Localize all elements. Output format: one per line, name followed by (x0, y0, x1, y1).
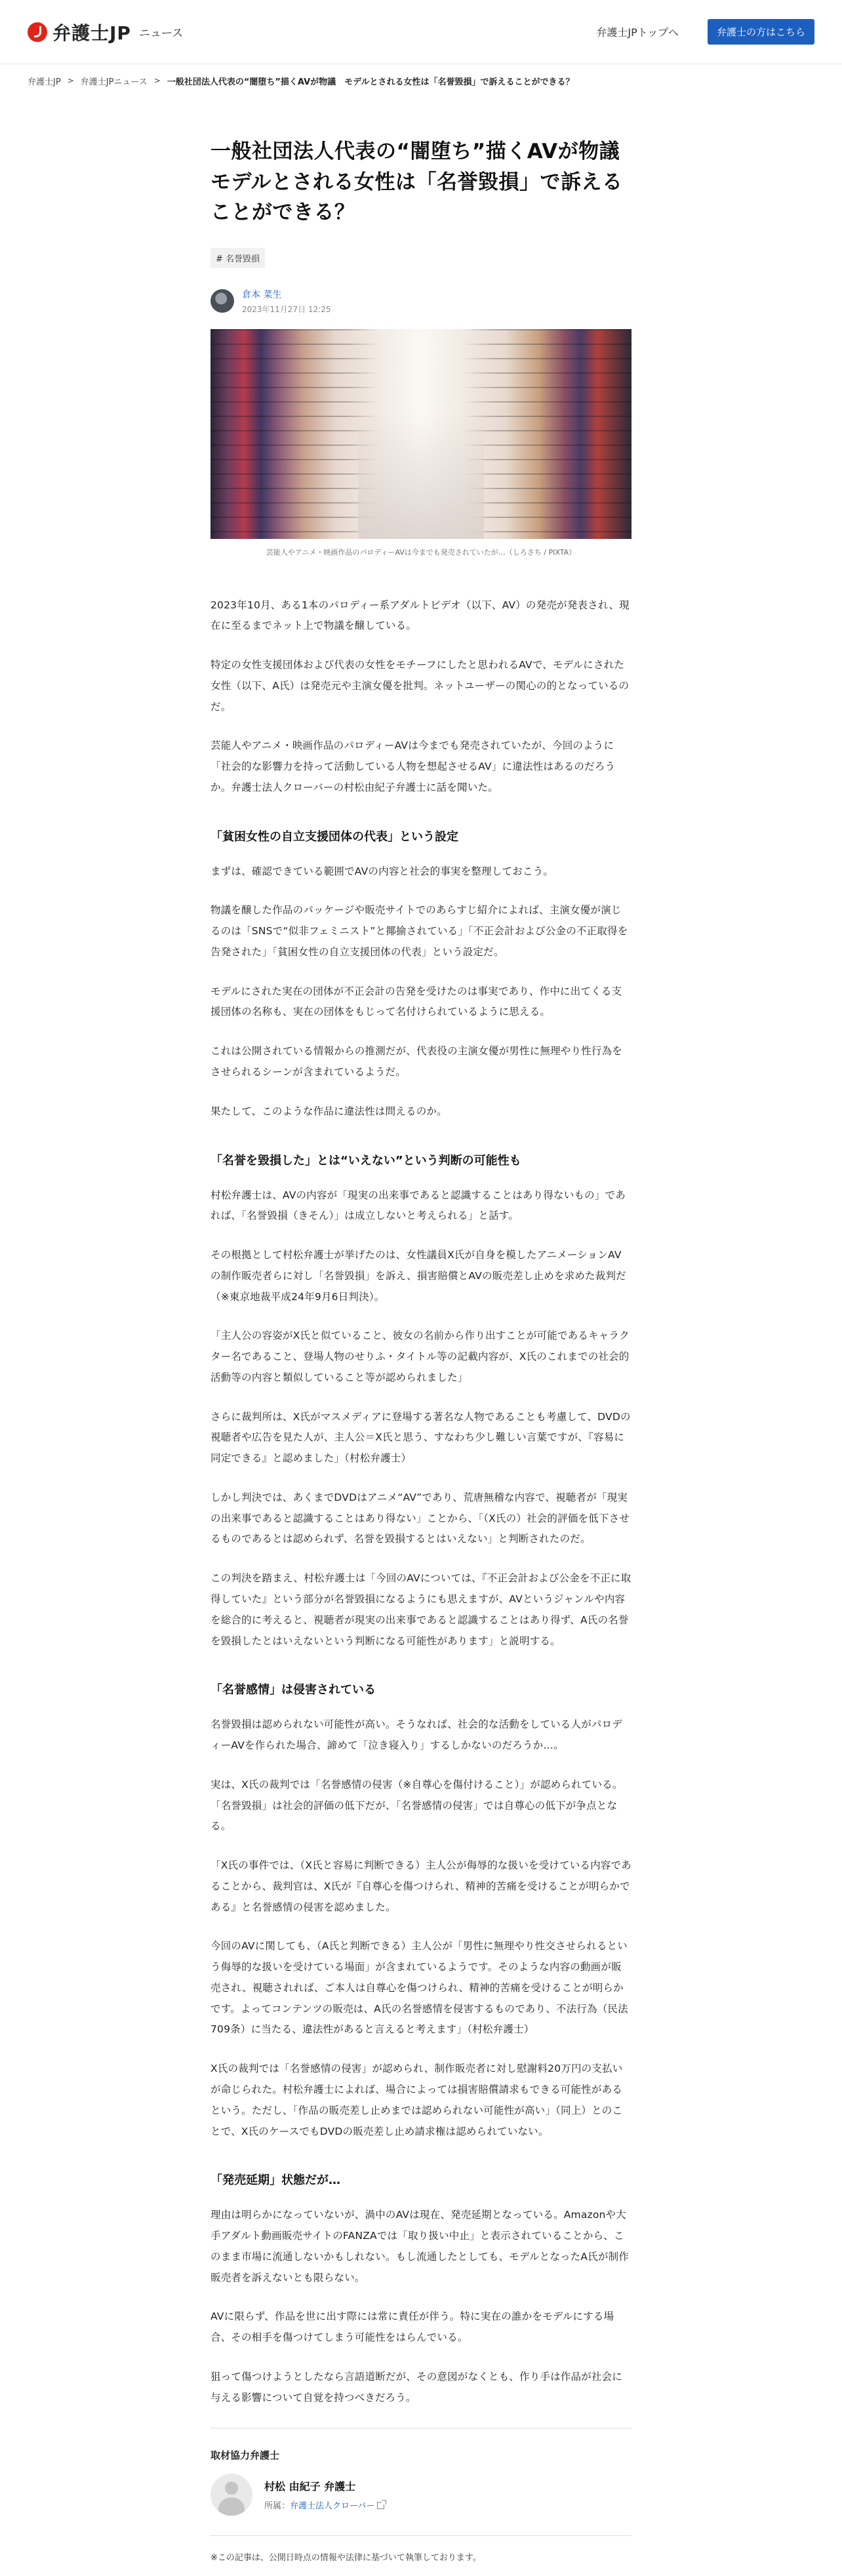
author-name[interactable]: 倉本 菜生 (242, 289, 282, 300)
breadcrumb-current: 一般社団法人代表の“闇堕ち”描くAVが物議 モデルとされる女性は「名誉毀損」で訴えることができる？ (167, 77, 574, 87)
paragraph: 「X氏の事件では、（X氏と容易に判断できる）主人公が侮辱的な扱いを受けている内容であることから、裁判官は、X氏が『自尊心を傷つけられ、精神的苦痛を受けることが明らかである』と名誉感情の侵害を認めました。 (210, 1859, 632, 1913)
author-info (210, 288, 632, 315)
cooperation-heading: 取材協力弁護士 (210, 2449, 280, 2462)
paragraph: まずは、確認できている範囲でAVの内容と社会的事実を整理しておこう。 (210, 865, 554, 877)
lawyer-affiliation (264, 2499, 384, 2511)
lawyer-avatar-placeholder (210, 2474, 252, 2516)
tag-defamation[interactable]: # 名誉毀損 (210, 248, 265, 268)
paragraph: 今回のAVに関しても、（A氏と判断できる）主人公が「男性に無理やり性交させられるという侮辱的な扱いを受けている場面」が含まれているようです。そのような内容の動画が販売され、視聴されれば、ご本人は自尊心を傷つけられ、精神的苦痛を受けることが明らかです。よってコンテンツの販売は、A氏の名誉感情を侵害するものであり、不法行為（民法709条）に当たる、違法性があると言えると考えます」（村松弁護士） (210, 1940, 628, 2036)
section-heading: 「名誉を毀損した」とは“いえない”という判断の可能性も (210, 1153, 521, 1168)
footnote: ※この記事は、公開日時点の情報や法律に基づいて執筆しております。 (210, 2553, 481, 2564)
header-nav (596, 19, 814, 45)
paragraph: 村松弁護士は、AVの内容が「現実の出来事であると認識することはあり得ないもの」であれば、「名誉毀損（きそん）」は成立しないと考えられる」と話す。 (210, 1189, 626, 1222)
section-heading: 「名誉感情」は侵害されている (210, 1683, 376, 1697)
article-body (210, 595, 632, 2409)
paragraph: AVに限らず、作品を世に出す際には常に責任が伴う。特に実在の誰かをモデルにする場合、その相手を傷つけてしまう可能性をはらんでいる。 (210, 2310, 614, 2344)
paragraph: その根拠として村松弁護士が挙げたのは、女性議員X氏が自身を模したアニメーションAVの制作販売者らに対し「名誉毀損」を訴え、損害賠償とAVの販売差し止めを求めた裁判だ（※東京地裁平成24年9月6日判決）。 (210, 1249, 626, 1303)
divider (210, 2535, 632, 2536)
paragraph: この判決を踏まえ、村松弁護士は「今回のAVについては、『不正会計および公金を不正に取得していた』という部分が名誉毀損になるようにも思えますが、AVというジャンルや内容を総合的に考えると、視聴者が現実の出来事であると認識することはあり得ず、A氏の名誉を毀損したとはいえないという判断になる可能性があります」と説明する。 (210, 1572, 632, 1647)
hero-image (210, 329, 632, 539)
paragraph: これは公開されている情報からの推測だが、代表役の主演女優が男性に無理やり性行為をさせられるシーンが含まれているようだ。 (210, 1045, 623, 1078)
article (210, 97, 632, 2576)
section-heading: 「発売延期」状態だが… (210, 2173, 340, 2188)
section-heading: 「貧困女性の自立支援団体の代表」という設定 (210, 829, 458, 844)
paragraph: 物議を醸した作品のパッケージや販売サイトでのあらすじ紹介によれば、主演女優が演じるのは「SNSで“似非フェミニスト”と揶揄されている」「不正会計および公金の不正取得を告発された」「貧困女性の自立支援団体の代表」という設定だ。 (210, 904, 628, 958)
affiliation-link[interactable]: 弁護士法人クローバー (290, 2501, 375, 2512)
logo-sub: ニュース (138, 27, 184, 40)
paragraph: さらに裁判所は、X氏がマスメディアに登場する著名な人物であることも考慮して、DVDの視聴者や広告を見た人が、主人公＝X氏と思う、すなわち少し難しい言葉ですが、『容易に同定できる』と認めました」（村松弁護士） (210, 1410, 631, 1465)
site-header (0, 0, 842, 64)
paragraph: 狙って傷つけようとしたなら言語道断だが、その意図がなくとも、作り手は作品が社会に与える影響について自覚を持つべきだろう。 (210, 2370, 623, 2404)
publish-date: 2023年11月27日 12:25 (242, 304, 331, 314)
logo-icon (28, 22, 47, 42)
paragraph: 「主人公の容姿がX氏と似ていること、彼女の名前から作り出すことが可能であるキャラクター名であること、登場人物のせりふ・タイトル等の記載内容が、X氏のこれまでの社会的活動等の内容と類似していること等が認められました」 (210, 1330, 630, 1383)
breadcrumb-news[interactable]: 弁護士JPニュース (80, 77, 148, 87)
article-title: 一般社団法人代表の“闇堕ち”描くAVが物議 モデルとされる女性は「名誉毀損」で訴えることができる？ (210, 140, 623, 224)
external-link-icon (377, 2502, 384, 2509)
paragraph: 名誉毀損は認められない可能性が高い。そうなれば、社会的な活動をしている人がパロディーAVを作られた場合、諦めて「泣き寝入り」するしかないのだろうか…。 (210, 1718, 623, 1752)
paragraph: 実は、X氏の裁判では「名誉感情の侵害（※自尊心を傷付けること）」が認められている。「名誉毀損」は社会的評価の低下だが、「名誉感情の侵害」では自尊心の低下が争点となる。 (210, 1778, 623, 1833)
paragraph: モデルにされた実在の団体が不正会計の告発を受けたのは事実であり、作中に出てくる支援団体の名称も、実在の団体をもじって名付けられているように思える。 (210, 985, 622, 1018)
site-logo[interactable] (28, 19, 183, 45)
breadcrumb (0, 64, 842, 97)
logo-text: 弁護士JP (52, 22, 131, 44)
paragraph: 2023年10月、ある1本のパロディー系アダルトビデオ（以下、AV）の発売が発表され、現在に至るまでネット上で物議を醸している。 (210, 599, 630, 632)
image-caption: 芸能人やアニメ・映画作品のパロディーAVは今までも発売されていたが…（しろさち / PIXTA） (266, 547, 576, 557)
lawyer-card (210, 2474, 632, 2516)
author-avatar (210, 289, 234, 313)
chevron-right-icon: > (153, 76, 161, 85)
paragraph: X氏の裁判では「名誉感情の侵害」が認められ、制作販売者に対し慰謝料20万円の支払いが命じられた。村松弁護士によれば、場合によっては損害賠償請求もできる可能性があるという。ただし、「作品の販売差し止めまでは認められない可能性が高い」（同上）とのことで、X氏のケースでもDVDの販売差し止め請求権は認められていない。 (210, 2063, 623, 2137)
chevron-right-icon: > (67, 76, 74, 85)
affiliation-label: 所属： (264, 2501, 291, 2512)
breadcrumb-home[interactable]: 弁護士JP (28, 77, 61, 87)
paragraph: 芸能人やアニメ・映画作品のパロディーAVは今までも発売されていたが、今回のように「社会的な影響力を持って活動している人物を想起させるAV」に違法性はあるのだろうか。弁護士法人クローバーの村松由紀子弁護士に話を聞いた。 (210, 740, 616, 793)
paragraph: 特定の女性支援団体および代表の女性をモチーフにしたと思われるAVで、モデルにされた女性（以下、A氏）は発売元や主演女優を批判。ネットユーザーの関心の的となっているのだ。 (210, 659, 630, 713)
top-link[interactable]: 弁護士JPトップへ (596, 26, 679, 39)
lawyer-login-button[interactable]: 弁護士の方はこちら (708, 19, 814, 45)
paragraph: 理由は明らかになっていないが、渦中のAVは現在、発売延期となっている。Amazonや大手アダルト動画販売サイトのFANZAでは「取り扱い中止」と表示されていることから、このまま市場に流通しないかもしれない。もし流通したとしても、モデルとなったA氏が制作販売者を訴えないとも限らない。 (210, 2209, 630, 2284)
paragraph: 果たして、このような作品に違法性は問えるのか。 (210, 1105, 447, 1117)
paragraph: しかし判決では、あくまでDVDはアニメ“AV”であり、荒唐無稽な内容で、視聴者が「現実の出来事であると認識することはあり得ない」ことから、「（X氏の）社会的評価を低下させるものであるとは認められず、名誉を毀損するとはいえない」と判断されたのだ。 (210, 1491, 630, 1545)
lawyer-name[interactable]: 村松 由紀子 弁護士 (264, 2480, 356, 2493)
